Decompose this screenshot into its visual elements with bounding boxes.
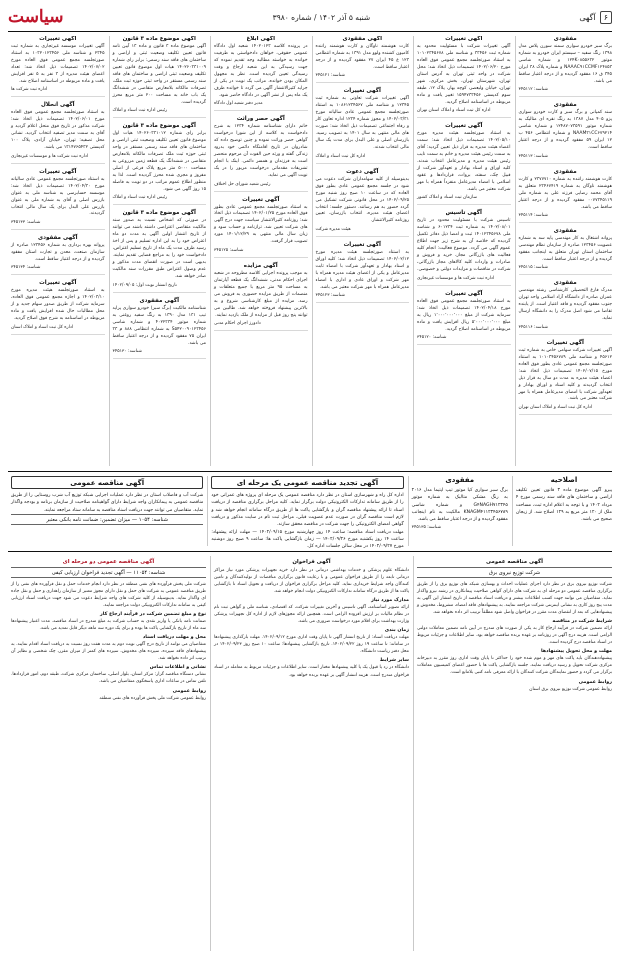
masthead-left (579, 11, 612, 24)
notice (214, 116, 308, 191)
page-label: آگهی (579, 12, 596, 22)
notice-body: به استناد صورتجلسه هیئت مدیره مورخ ۱۴۰۲/۰۲/۱۲ تصمیمات ذیل اتخاذ شد: کلیه اوراق و اسناد بهادار و تعهدآور شرکت با امضاء ثابت مدیرعامل و یکی از اعضای هیئت مدیره همراه با مهر شرکت و اوراق عادی و اداری با امضاء مدیرعامل همراه با مهر شرکت معتبر می باشد. (315, 249, 409, 290)
notice-sign: شناسه: ۳۴۵۱۳۳ (11, 219, 41, 225)
notice-title: آگهی تغییرات (343, 241, 381, 248)
notice (11, 169, 105, 230)
lost-document-notice (408, 476, 508, 546)
notice-body: آگهی تغییرات شرکت تعاونی به شماره ثبت ۱۲۳۴۵ و شناسه ملی ۱۰۸۶۱۲۳۴۵۶۷ به استناد صورتجلسه مجمع عمومی عادی سالیانه مورخ ۱۴۰۲/۰۳/۳۱ و مجوز شماره ۱۲۳۴ اداره تعاون کار و رفاه اجتماعی تصمیمات ذیل اتخاذ شد: صورت های مالی منتهی به سال ۱۴۰۱ به تصویب رسید. بازرسان اصلی و علی البدل برای مدت یک سال مالی انتخاب شدند. (315, 96, 409, 151)
notice-title: آگهی مفقودی (38, 234, 78, 241)
notice (113, 123, 207, 205)
column-4 (210, 36, 308, 466)
notice-body: به استناد صورتجلسه مجمع عمومی عادی بطور فوق العاده مورخ ۱۴۰۲/۰۱/۲۵ تصمیمات ذیل اتخاذ شد: روزنامه کثیرالانتشار سیاست جهت درج آگهی های شرکت تعیین شد. ترازنامه و حساب سود و زیان سال مالی منتهی به ۱۴۰۱/۱۲/۲۹ مورد تصویب قرار گرفت. (214, 204, 308, 245)
oil-tender-body: شرکت ملی پخش فرآورده های نفتی منطقه در نظر دارد انجام خدمات حمل و نقل فرآورده های نفتی را از طریق مناقصه عمومی به شرکت های حمل و نقل دارای مجوز معتبر از سازمان راهداری و حمل و نقل جاده ای واگذار نماید. بدینوسیله از کلیه شرکت های واجد شرایط دعوت می شود جهت دریافت اسناد ارزیابی کیفی به سامانه تدارکات الکترونیکی دولت مراجعه نمایند. (11, 582, 206, 609)
electricity-section-title: شرایط شرکت در مناقصه (552, 619, 612, 625)
notice-title: آگهی انحلال (40, 102, 75, 109)
lost-document-sign: شناسه: ۳۴۵۱۳۵ (411, 525, 442, 531)
notice (113, 36, 207, 118)
bottom-band (8, 551, 612, 951)
notice-body: تاسیس شرکت با مسئولیت محدود در تاریخ ۱۴۰۲/۰۸/۰۱ به شماره ثبت ۶۰۱۲۳۴ و شناسه ملی ۱۴۰۱۲۳۴۵۶۷۸ ثبت و امضا ذیل دفاتر تکمیل گردیده که خلاصه آن به شرح زیر جهت اطلاع عموم آگهی می گردد. موضوع فعالیت: انجام کلیه فعالیت های بازرگانی مجاز، خرید و فروش و صادرات و واردات کلیه کالاهای مجاز بازرگانی، شرکت در مناقصات و مزایدات دولتی و خصوصی. (417, 218, 511, 273)
notice-title: مفقودی (553, 36, 577, 42)
notice-body: به موجب پرونده اجرایی کلاسه مطروحه در شعبه اجرای احکام مدنی، ششدانگ یک قطعه آپارتمان به مساحت ۹۵ متر مربع با جمیع متعلقات و منضمات از طریق مزایده حضوری به فروش می رسد. مزایده از مبلغ کارشناسی شروع و به بالاترین پیشنهاد فروخته خواهد شد. طالبین می توانند پنج روز قبل از مزایده از ملک بازدید نمایند. (214, 270, 308, 318)
notice (519, 280, 613, 334)
notice-body: به استناد صورتجلسه هیئت مدیره مورخ ۱۴۰۲/۰۳/۱۰ و اجازه مجمع عمومی فوق العاده، سرمایه شرکت از طریق صدور سهام جدید و از محل مطالبات حال شده افزایش یافت و ماده مربوطه در اساسنامه به شرح فوق اصلاح گردید. (11, 288, 105, 322)
electricity-tender-body: شرکت توزیع نیروی برق در نظر دارد اجرای عملیات احداث و بهسازی شبکه های توزیع برق را از طریق برگزاری مناقصه عمومی دو مرحله ای به شرکت های دارای گواهی صلاحیت پیمانکاری در رشته نیرو واگذار نماید. متقاضیان می توانند جهت کسب اطلاعات بیشتر و دریافت اسناد مناقصه از تاریخ انتشار این آگهی به مدت پنج روز کاری به نشانی اینترنتی شرکت مراجعه نمایند. به پیشنهادهای فاقد امضاء، مشروط، مخدوش و پیشنهادهایی که بعد از انقضای مدت مقرر در فراخوان واصل شود مطلقاً ترتیب اثر داده نخواهد شد. (417, 582, 612, 616)
notice (11, 235, 105, 275)
notice-body: آگهی موضوع ماده ۳ قانون و ماده ۱۳ آیین نامه قانون تعیین تکلیف وضعیت ثبتی و اراضی و ساختمان های فاقد سند رسمی: برابر رای شماره ۱۴۰۲۶۰۳۳۱۰۰۹ هیات اول موضوع قانون تعیین تکلیف وضعیت ثبتی اراضی و ساختمان های فاقد سند رسمی مستقر در واحد ثبتی حوزه ثبت ملک، تصرفات مالکانه بلامعارض متقاضی در ششدانگ یک باب خانه به مساحت ۲۰۰ متر مربع محرز گردیده است. (112, 44, 206, 105)
notice-body: خانم دارای شناسنامه شماره ۱۲۳۴ به شرح دادخواست به کلاسه از این شورا درخواست گواهی حصر وراثت نموده و چنین توضیح داده که شادروان در تاریخ اقامتگاه دائمی خود بدرود زندگی گفته و ورثه حین الفوت آن مرحوم منحصر است به فرزندان و همسر دائمی. اینک با انجام تشریفات مقدماتی درخواست مزبور را در یک نوبت آگهی می نماید. (214, 124, 308, 179)
notice-title: آگهی تغییرات (445, 290, 483, 297)
issue-date-line: شنبه ۵ آذر ۱۴۰۲ / شماره ۳۹۸۰ (272, 12, 371, 22)
oil-section-body: متقاضیان می توانند از تاریخ درج آگهی نوبت دوم به مدت هفت روز نسبت به دریافت اسناد اقدام نمایند. به پیشنهادهای فاقد سپرده، سپرده های مخدوش، سپرده های کمتر از میزان مقرر، چک شخصی و نظایر آن ترتیب اثر داده نخواهد شد. (11, 642, 206, 662)
tender-renewal-title: آگهی تجدید مناقصه عمومی یک مرحله ای (211, 476, 403, 489)
notice-sign: شناسه: ۳۴۵۱۲۱ (315, 73, 345, 79)
university-section-body: دانشگاه در رد یا قبول یک یا کلیه پیشنهادها مختار است. سایر اطلاعات و جزئیات مربوط به معامله در اسناد فراخوان مندرج است. هزینه انتشار آگهی بر عهده برنده خواهد بود. (214, 665, 409, 678)
notice (519, 228, 613, 275)
notice (11, 280, 105, 334)
notice-body: مدرک فارغ التحصیلی کارشناسی رشته مهندسی عمران صادره از دانشگاه آزاد اسلامی واحد تهران جنوب مفقود گردیده و فاقد اعتبار است. از یابنده تقاضا می شود اصل مدرک را به دانشگاه ارسال نماید. (518, 288, 612, 322)
amendment-title: اصلاحیه (550, 476, 578, 484)
notice-title: آگهی مزایده (243, 262, 278, 269)
oil-section-body: ضمانت نامه بانکی یا واریز نقدی به حساب شرکت به مبلغ مندرج در اسناد مناقصه. مدت اعتبار پیشنهادها سه ماه از تاریخ بازگشایی پاکت ها بوده و برای یک دوره سه ماهه دیگر قابل تمدید می باشد. (11, 619, 206, 632)
lost-document-body: برگ سبز سواری کیا موتور تیپ اپتیما مدل ۲۰۱۶ به رنگ مشکی متالیک به شماره موتور G۴NAGH۷۱۲۳۴۵ و شماره شاسی KNAGM۴۱۱۲۳۴۵۶۷۸۹ مالکیت به نام اینجانب مفقود گردیده و از درجه اعتبار ساقط می باشد. (411, 488, 508, 523)
notice-body: پروانه اشتغال به کار مهندسی پایه سه به شماره عضویت ۱۲۳۴۵۶ صادره از سازمان نظام مهندسی ساختمان استان تهران متعلق به اینجانب مفقود گردیده و از درجه اعتبار ساقط است. (518, 235, 612, 262)
notice-sign: شناسه: ۳۴۵۱۳۴ (11, 265, 41, 271)
notice-sign: اداره ثبت شرکت ها و موسسات غیرتجاری (417, 275, 495, 281)
notice (417, 210, 511, 285)
notice-body: برابر رای شماره ۱۴۰۲۶۰۳۳۱۰۱۲ هیات اول موضوع قانون تعیین تکلیف وضعیت ثبتی اراضی و ساختمان های فاقد سند رسمی مستقر در واحد ثبتی حوزه ثبت ملک تصرفات مالکانه بلامعارض متقاضی در ششدانگ یک قطعه زمین مزروعی به مساحت ۵۰۰۰ متر مربع پلاک فرعی از اصلی مفروز و مجزی شده محرز گردیده است. لذا به منظور اطلاع عموم مراتب در دو نوبت به فاصله ۱۵ روز آگهی می شود. (112, 131, 206, 192)
notice-body: شناسنامه مالکیت (برگ سبز) خودرو سواری پراید تیپ ۱۳۱ مدل ۱۳۹۰ به رنگ سفید روغنی به شماره موتور ۴۰۲۲۳۳۴ و شماره شاسی S۵۴۲۰۰۹۰۱۲۳۴۵۶ به شماره انتظامی ۸۸۸ م ۳۳ ایران ۷۵ مفقود گردیده و از درجه اعتبار ساقط می باشد. (112, 305, 206, 346)
mid-band (8, 471, 612, 550)
notice-title: آگهی تغییرات (546, 339, 584, 346)
notice (214, 36, 308, 111)
notice (519, 169, 613, 223)
lost-document-title: مفقودی (445, 476, 475, 484)
notice-title: مفقودی (553, 227, 577, 234)
oil-tender-block (8, 556, 206, 951)
university-section-title: سایر شرایط (379, 658, 409, 664)
notice-body: به استناد صورتجلسه مجمع عمومی فوق العاده مورخ ۱۴۰۲/۰۴/۱۸ تصمیمات ذیل اتخاذ شد: سرمایه شرکت از مبلغ ۱٬۰۰۰٬۰۰۰٬۰۰۰ ریال به مبلغ ۵٬۰۰۰٬۰۰۰٬۰۰۰ ریال افزایش یافت و ماده مربوطه در اساسنامه اصلاح گردید. (417, 298, 511, 332)
notice-title: مفقودی (553, 102, 577, 109)
notice-title: آگهی تغییرات (39, 280, 77, 287)
notice-body: بدینوسیله از کلیه سهامداران شرکت دعوت می شود در جلسه مجمع عمومی عادی بطور فوق العاده که در ساعت ۱۰ صبح روز شنبه مورخ ۱۴۰۲/۰۹/۲۵ در محل قانونی شرکت تشکیل می گردد حضور به هم رسانند. دستور جلسه: انتخاب اعضای هیئت مدیره، انتخاب بازرسان، تعیین روزنامه کثیرالانتشار. (315, 176, 409, 224)
column-5 (109, 36, 207, 466)
electricity-section-title: مهلت و محل تحویل پیشنهادها (540, 649, 612, 655)
notice-title: آگهی مفقودی (139, 297, 179, 304)
oil-section-title: نوع و مبلغ تضمین شرکت در فرآیند ارجاع کار (100, 612, 206, 618)
notice (316, 242, 410, 303)
notice (214, 263, 308, 331)
notice-sign: رئیس اداره ثبت اسناد و املاک (112, 108, 168, 114)
notice (519, 340, 613, 415)
notice-body: در صورتی که اشخاص نسبت به صدور سند مالکیت متقاضی اعتراضی داشته باشند می توانند از تاریخ انتشار اولین آگهی به مدت دو ماه اعتراض خود را به این اداره تسلیم و پس از اخذ رسید ظرف مدت یک ماه از تاریخ تسلیم اعتراض، دادخواست خود را به مراجع قضایی تقدیم نمایند. بدیهی است در صورت انقضای مدت مذکور و عدم وصول اعتراض طبق مقررات سند مالکیت صادر خواهد شد. (112, 218, 206, 280)
oil-tender-head: آگهی مناقصه عمومی دو مرحله ای (62, 559, 155, 565)
notice-body: پروانه بهره برداری به شماره ۱۲۳۴۵۶ صادره از سازمان صنعت، معدن و تجارت استان مفقود گردیده و از درجه اعتبار ساقط است. (11, 242, 105, 262)
notice-title: مفقودی (553, 280, 577, 287)
notice (519, 102, 613, 163)
notice-sign: اداره ثبت شرکت ها (11, 87, 48, 93)
amendment-body: پیرو آگهی موضوع ماده ۳ قانون تعیین تکلیف اراضی و ساختمان های فاقد سند رسمی مورخ ۴ مرداد ۱۴۰۲ و با توجه به اعلام اداره ثبت، مساحت ملک از ۱۲۰ متر مربع به ۱۲۹ اصلاح شد. از زیجان صحیح می باشد. (515, 488, 612, 523)
notice-title: آگهی تغییرات (39, 36, 77, 42)
oil-section-body: نشانی دستگاه مناقصه گزار: مرکز استان، بلوار اصلی، ساختمان مرکزی شرکت، طبقه دوم، امور قراردادها. تلفن تماس در ساعات اداری پاسخگوی متقاضیان می باشد. (11, 672, 206, 685)
notice-body: کارت هوشمند راننده به شماره ۲۳۷۷۷۱۰ و کارت هوشمند ناوگان به شماره ۲۳۴۶۷۴۱۹ متعلق به آقای محمد رضایی فرزند علی به شماره ملی ۰۰۷۷۳۴۵۱۱۹ مفقود گردیده و از درجه اعتبار ساقط می باشد. (518, 176, 612, 210)
water-tender-row: شناسه: ۱۰۵۴ — میزان تضمین: ضمانت نامه بانکی معتبر (11, 514, 203, 525)
university-tender-body: دانشگاه علوم پزشکی و خدمات بهداشتی درمانی در نظر دارد خرید تجهیزات پزشکی مورد نیاز مراکز درمانی تابعه را از طریق فراخوان عمومی و با رعایت قانون برگزاری مناقصات از تولیدکنندگان و تامین کنندگان واجد شرایط خریداری نماید. کلیه مراحل برگزاری فراخوان از دریافت و تحویل اسناد تا بازگشایی پاکت ها از طریق درگاه سامانه تدارکات الکترونیکی دولت انجام خواهد شد. (214, 568, 409, 595)
notice-body: به استناد صورتجلسه مجمع عمومی عادی سالیانه مورخ ۱۴۰۲/۰۴/۳۰ تصمیمات ذیل اتخاذ شد: موسسه حسابرسی به شناسه ملی به عنوان بازرس اصلی و آقای به شماره ملی به عنوان بازرس علی البدل برای یک سال مالی انتخاب گردیدند. (11, 176, 105, 217)
notice (214, 197, 308, 258)
notice-sign: شناسه: ۳۴۵۱۲۳ (315, 293, 345, 299)
notice-title: آگهی تغییرات (445, 123, 483, 130)
oil-section-body: روابط عمومی شرکت ملی پخش فرآورده های نفتی منطقه (99, 695, 206, 701)
electricity-tender-block (413, 556, 612, 951)
electricity-section-body: روابط عمومی شرکت توزیع نیروی برق استان (529, 686, 612, 692)
column-6 (8, 36, 105, 466)
university-section-title: مدارک مورد نیاز (371, 598, 409, 604)
notice (316, 36, 410, 83)
oil-section-title: نشانی و اطلاعات تماس (149, 665, 206, 671)
water-tender-title: آگهی مناقصه عمومی (11, 476, 203, 489)
notice-sign: اداره کل ثبت اسناد و املاک (315, 153, 366, 159)
notice-sign: هیئت مدیره شرکت (315, 226, 351, 232)
oil-section-title: محل و مهلت دریافت اسناد (142, 635, 206, 641)
notice-title: آگهی تغییرات (343, 88, 381, 95)
tender-renewal-notes: مهلت دریافت اسناد مناقصه: ساعت ۱۴ روز چهارشنبه مورخ ۱۴۰۲/۰۹/۱۵ — مهلت ارائه پیشنهاد: ساعت ۱۴ روز یکشنبه مورخ ۱۴۰۲/۰۹/۲۶ — زمان بازگشایی پاکت ها: ساعت ۹ صبح روز دوشنبه مورخ ۱۴۰۲/۰۹/۲۷ در محل سالن جلسات اداره کل. (211, 529, 404, 550)
notice (113, 298, 207, 359)
notice-sign: شناسه: ۳۴۵۱۱۴ (518, 212, 548, 218)
notice (11, 36, 105, 97)
notice-body: در پرونده کلاسه ۱۴۰۲۰۱۲۳ شعبه اول دادگاه عمومی حقوقی، خواهان دادخواستی به طرفیت خوانده به خواسته مطالبه وجه تقدیم نموده که جهت رسیدگی به این شعبه ارجاع و وقت رسیدگی تعیین گردیده است. نظر به مجهول المکان بودن خوانده، مراتب یک نوبت در یکی از جراید کثیرالانتشار آگهی می گردد تا خوانده ظرف یک ماه پس از نشر آگهی در دادگاه حاضر شود. (214, 44, 308, 98)
column-3 (312, 36, 410, 466)
tender-renewal-ad (207, 476, 404, 550)
university-tender-head: آگهی فراخوان (292, 559, 331, 565)
notice (316, 169, 410, 237)
classified-columns (8, 36, 612, 466)
university-section-title: زمان بندی (384, 628, 409, 634)
notice-sign: سازمان ثبت اسناد و املاک کشور (417, 195, 478, 201)
notice-sign: شناسه: ۳۴۵۱۳۰ (112, 348, 142, 354)
notice-sign: رئیس اداره ثبت اسناد و املاک (112, 195, 168, 201)
notice-title: آگهی تاسیس (445, 210, 482, 217)
column-2 (413, 36, 511, 466)
notice-sign: شناسه: ۳۴۵۱۱۶ (518, 324, 548, 330)
notice-title: آگهی دعوت (346, 168, 379, 175)
notice-body: آگهی تغییرات موسسه غیرتجاری به شماره ثبت ۲۳۴۵ و شناسه ملی ۱۰۳۲۰۱۲۳۴۵۶ به استناد صورتجلسه مجمع عمومی فوق العاده مورخ ۱۴۰۲/۰۷/۰۲ تصمیمات ذیل اتخاذ شد: تعداد اعضای هیئت مدیره از ۳ نفر به ۵ نفر افزایش یافت و ماده مربوطه در اساسنامه اصلاح شد. (11, 44, 105, 84)
oil-tender-sub: شناسه: ۱۱۰۵۴ — آگهی تجدید فراخوان ارزیابی کیفی (11, 567, 206, 578)
notice-title: آگهی تغییرات (39, 168, 77, 175)
notice (519, 36, 613, 97)
masthead (8, 6, 612, 32)
university-tender-block (210, 556, 409, 951)
notice (417, 36, 511, 118)
notice-sign: اداره کل ثبت اسناد و املاک استان (11, 324, 74, 330)
electricity-tender-head: آگهی مناقصه عمومی (486, 559, 543, 565)
notice-title: آگهی موضوع ماده ۳ قانون (122, 123, 196, 130)
notice-body: کارت هوشمند ناوگان و کارت هوشمند راننده کامیون کشنده ولوو مدل ۱۳۹۱ به شماره انتظامی ۱۲۳ ع ۴۵ ایران ۲۷ مفقود گردیده و از درجه اعتبار ساقط است. (315, 44, 409, 70)
notice-title: آگهی موضوع ماده ۳ قانون (122, 36, 196, 42)
notice (113, 210, 207, 292)
notice-title: آگهی مفقودی (342, 36, 382, 42)
notice-sign: مدیر دفتر شعبه اول دادگاه (214, 101, 263, 107)
notice-title: آگهی موضوع ماده ۳ قانون (122, 210, 196, 217)
water-tender-body: شرکت آب و فاضلاب استان در نظر دارد عملیات اجرایی شبکه توزیع آب شرب روستایی را از طریق مناقصه عمومی به پیمانکاران واجد شرایط دارای گواهینامه صلاحیت از سازمان برنامه و بودجه واگذار نماید. متقاضیان می توانند جهت دریافت اسناد مناقصه به سامانه ستاد مراجعه نمایند. (11, 493, 204, 513)
notice-title: آگهی تغییرات (242, 196, 280, 203)
notice-sign: شناسه: ۳۴۵۱۱۳ (518, 153, 548, 159)
amendment-notice (512, 476, 612, 546)
column-1 (515, 36, 613, 466)
oil-section-title: روابط عمومی (172, 688, 206, 694)
notice-body: برگ سبز خودرو سواری سمند سورن پلاس مدل ۱۳۹۸ رنگ سفید – سیستم ایران خودرو به شماره موتور ۱۲۴K۰۸۵۵۶۳۲ و شماره شاسی NAAAC۹۱CCMF۱۲۴۸۵۳ و شماره پلاک ۳۸ ایران ۳۴۵ ق ۱۶ مفقود گردیده و از درجه اعتبار ساقط می باشد. (518, 44, 612, 84)
university-section-body: مهلت دریافت اسناد: از تاریخ انتشار آگهی تا پایان وقت اداری مورخ ۱۴۰۲/۰۹/۱۲. مهلت بارگذاری پیشنهادها در سامانه: تا ساعت ۱۹ روز ۱۴۰۲/۰۹/۲۲. تاریخ بازگشایی پیشنهادها: ساعت ۱۰ صبح روز ۱۴۰۲/۰۹/۲۳ در محل دفتر ریاست دانشگاه. (214, 635, 409, 655)
notice-title: آگهی تغییرات (445, 36, 483, 42)
page-number: ۶ (600, 11, 612, 24)
notice-title: آگهی حصر وراثت (236, 116, 285, 123)
electricity-section-body: پیشنهاددهندگان باید پاکت های مهر و موم شده خود را حداکثر تا پایان وقت اداری روز مقرر به دبیرخانه مرکزی شرکت تحویل و رسید دریافت نمایند. جلسه بازگشایی پاکت ها با حضور اعضای کمیسیون معاملات برگزار می گردد و حضور نمایندگان شرکت کنندگان با ارائه معرفی نامه کتبی بلامانع است. (417, 656, 612, 676)
notice-body: آگهی تغییرات شرکت سهامی خاص به شماره ثبت ۴۵۶۱۲ و شناسه ملی ۱۰۱۰۳۴۵۶۷۸۹ به استناد صورتجلسه مجمع عمومی عادی بطور فوق العاده مورخ ۱۴۰۲/۰۷/۱۵ تصمیمات ذیل اتخاذ شد: اعضاء هیئت مدیره به مدت دو سال به قرار ذیل انتخاب گردیدند و کلیه اسناد و اوراق بهادار و تعهدآور شرکت با امضای مدیرعامل همراه با مهر شرکت معتبر می باشد. (518, 347, 612, 402)
notice-sign: رئیس شعبه شورای حل اختلاف (214, 181, 271, 187)
notice-title: مفقودی (553, 168, 577, 175)
notice-sign: شناسه: ۳۴۵۱۱۵ (518, 265, 548, 271)
electricity-section-body: ارائه تضمین شرکت در فرآیند ارجاع کار به یکی از صورت های مندرج در آیین نامه تضمین معاملات دولتی الزامی است. هزینه درج آگهی در روزنامه بر عهده برنده مناقصه خواهد بود. سایر اطلاعات و جزئیات مربوط در اسناد مناقصه درج گردیده است. (417, 626, 612, 646)
newspaper-logo: سیاست (8, 7, 64, 27)
notice-sign: اداره کل ثبت اسناد و املاک استان تهران (417, 108, 491, 114)
notice-sign: شناسه: ۳۴۵۱۱۲ (518, 87, 548, 93)
notice-sign: تاریخ انتشار نوبت اول: ۱۴۰۲/۰۹/۰۵ (112, 282, 177, 288)
notice-title: آگهی ابلاغ (246, 36, 276, 42)
notice-body: به استناد صورتجلسه مجمع عمومی فوق العاده مورخ ۱۴۰۲/۰۶/۰۱ تصمیمات ذیل اتخاذ شد: شرکت مذکور در تاریخ فوق منحل اعلام گردید و آقای به سمت مدیر تصفیه انتخاب گردید. نشانی محل تصفیه: تهران، خیابان آزادی، پلاک ۱۰۰ کدپستی ۱۳۱۴۷۶۵۴۳۲ می باشد. (11, 110, 105, 151)
notice-sign: دادورز اجرای احکام مدنی (214, 321, 261, 327)
water-tender-ad (8, 476, 203, 546)
notice (417, 291, 511, 345)
notice (417, 123, 511, 205)
notice-sign: اداره ثبت شرکت ها و موسسات غیرتجاری (11, 153, 89, 159)
notice-sign: اداره کل ثبت اسناد و املاک استان تهران (518, 404, 593, 410)
notice-body: به استناد صورتجلسه هیئت مدیره مورخ ۱۴۰۲/۰۵/۱۰ تصمیمات ذیل اتخاذ شد: سمت اعضاء هیئت مدیره به قرار ذیل تعیین گردید: آقای به سمت رئیس هیئت مدیره و خانم به سمت نایب رئیس هیئت مدیره و مدیرعامل انتخاب شدند. کلیه اوراق و اسناد بهادار و تعهدآور شرکت از قبیل چک، سفته، بروات، قراردادها و عقود اسلامی با امضاء مدیرعامل منفرداً همراه با مهر شرکت معتبر می باشد. (417, 131, 511, 192)
electricity-tender-sub: شرکت توزیع نیروی برق (417, 567, 612, 578)
notice (316, 88, 410, 163)
notice-body: سند کمپانی و برگ سبز و کارت خودرو سواری پژو ۴۰۵ مدل ۱۳۸۷ به رنگ نقره ای متالیک به شماره موتور ۱۲۴۸۷۰۷۳۵۹۱ و شماره شاسی NAAM۳۱CC۶۷۹۲۱۴ و شماره انتظامی ۴۵۶ ب ۱۲ ایران ۵۹ مفقود گردیده و از درجه اعتبار ساقط است. (518, 110, 612, 151)
notice (11, 102, 105, 163)
tender-renewal-body: اداره کل راه و شهرسازی استان در نظر دارد مناقصه عمومی یک مرحله ای پروژه های عمرانی خود را از طریق سامانه تدارکات الکترونیکی دولت برگزار نماید. کلیه مراحل برگزاری مناقصه از دریافت اسناد تا ارائه پیشنهاد مناقصه گران و بازگشایی پاکت ها از طریق درگاه سامانه انجام خواهد شد و لازم است مناقصه گران در صورت عدم عضویت قبلی، مراحل ثبت نام در سایت مذکور و دریافت گواهی امضای الکترونیکی را جهت شرکت در مناقصه محقق سازند. (211, 493, 404, 528)
university-section-body: ارائه تصویر اساسنامه، آگهی تاسیس و آخرین تغییرات شرکت، کد اقتصادی، شناسه ملی و گواهی ثبت نام در نظام مالیات بر ارزش افزوده الزامی است. همچنین ارائه مجوزهای لازم از اداره کل تجهیزات پزشکی وزارت بهداشت برای اقلام مورد درخواست ضروری می باشد. (214, 605, 409, 625)
notice-body: آگهی تغییرات شرکت با مسئولیت محدود به شماره ثبت ۳۳۴۵۶ و شناسه ملی ۱۰۱۰۲۳۴۵۶۷۸ به استناد صورتجلسه مجمع عمومی فوق العاده مورخ ۱۴۰۲/۰۶/۲۰ تصمیمات ذیل اتخاذ شد: محل شرکت در واحد ثبتی تهران به آدرس استان تهران، شهرستان تهران، بخش مرکزی، شهر تهران، خیابان ولیعصر، کوچه بهار، پلاک ۱۲، طبقه سوم کدپستی ۱۵۹۴۷۳۳۴۵۶ تغییر یافت و ماده مربوطه در اساسنامه اصلاح گردید. (417, 44, 511, 105)
notice-sign: شناسه: ۳۴۵۱۲۰ (417, 335, 447, 341)
notice-sign: شناسه: ۳۴۵۱۲۵ (214, 247, 244, 253)
electricity-section-title: روابط عمومی (578, 679, 612, 685)
